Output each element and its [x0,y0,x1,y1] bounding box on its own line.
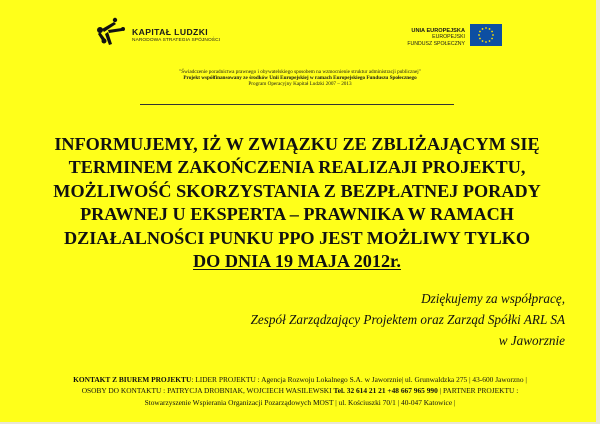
announcement-line: INFORMUJEMY, IŻ W ZWIĄZKU ZE ZBLIŻAJĄCYM SIĘ [54,134,540,154]
eu-flag-icon [470,24,502,46]
announcement-line: MOŻLIWOŚĆ SKORZYSTANIA Z BEZPŁATNEJ PORADY [53,180,541,201]
contact-lead: : LIDER PROJEKTU : Agencja Rozwoju Lokalnego S.A. w Jaworznie| ul. Grunwaldzka 275 | 43-600 Jaworzno | [191,375,527,384]
thanks-signature [251,288,565,351]
eu-flag-star [489,28,491,30]
eu-logo-line-3: FUNDUSZ SPOŁECZNY [407,40,465,47]
eu-logo-text [407,28,465,47]
project-note-title: "Świadczenie poradnictwa prawnego i obywatelskiego sposobem na wzmocnienie struktur administracji publicznej" [179,69,421,75]
eu-flag-star [485,41,487,43]
contact-partner-label: | PARTNER PROJEKTU : [439,386,519,396]
header-divider [140,104,454,105]
eu-flag-star [485,27,487,29]
contact-persons: OSOBY DO KONTAKTU : PATRYCJA DROBNIAK, WOJCIECH WASILEWSKI [81,386,332,396]
announcement-deadline: DO DNIA 19 MAJA 2012r. [193,251,401,272]
eu-flag-star [478,34,480,36]
project-note-program: Program Operacyjny Kapitał Ludzki 2007 – 2013 [248,81,352,88]
contact-label: KONTAKT Z BIUREM PROJEKTU [73,375,192,384]
thanks-line: Dziękujemy za współpracę, [421,291,565,306]
kapital-ludzki-title: KAPITAŁ LUDZKI [132,27,209,37]
eu-flag-star [491,38,493,40]
eu-flag-star [491,31,493,33]
eu-flag-star [492,34,494,36]
eu-logo-line-2: EUROPEJSKI [432,34,465,41]
eu-flag-star [482,28,484,30]
eu-flag-star [489,40,491,42]
kapital-ludzki-logo-icon [94,14,128,48]
project-note-funding: Projekt współfinansowany ze środków Unii Europejskiej w ramach Europejskiego Funduszu Społecznego [183,75,417,82]
announcement-line: DZIAŁALNOŚCI PUNKU PPO JEST MOŻLIWY TYLKO [63,227,531,248]
eu-flag-star [479,38,481,40]
announcement-line: TERMINEM ZAKOŃCZENIA REALIZAJI PROJEKTU, [68,157,526,178]
main-announcement [20,133,574,273]
project-note [140,69,460,87]
contact-partner: Stowarzyszenie Wspierania Organizacji Pozarządowych MOST | ul. Kościuszki 70/1 | 40-047 Katowice | [144,397,456,407]
eu-logo-line-1: UNIA EUROPEJSKA [411,28,465,34]
contact-footer [30,374,570,408]
eu-flag-star [479,31,481,33]
contact-phones: Tel. 32 614 21 21 +48 667 965 990 [333,386,438,396]
signature-line: Zespół Zarządzający Projektem oraz Zarząd Spółki ARL SA [250,312,565,327]
kapital-ludzki-subtitle: NARODOWA STRATEGIA SPÓJNOŚCI [132,38,221,43]
eu-flag-star [482,40,484,42]
announcement-line: PRAWNEJ U EKSPERTA – PRAWNIKA W RAMACH [80,204,514,225]
signature-location: w Jaworznie [498,333,565,348]
